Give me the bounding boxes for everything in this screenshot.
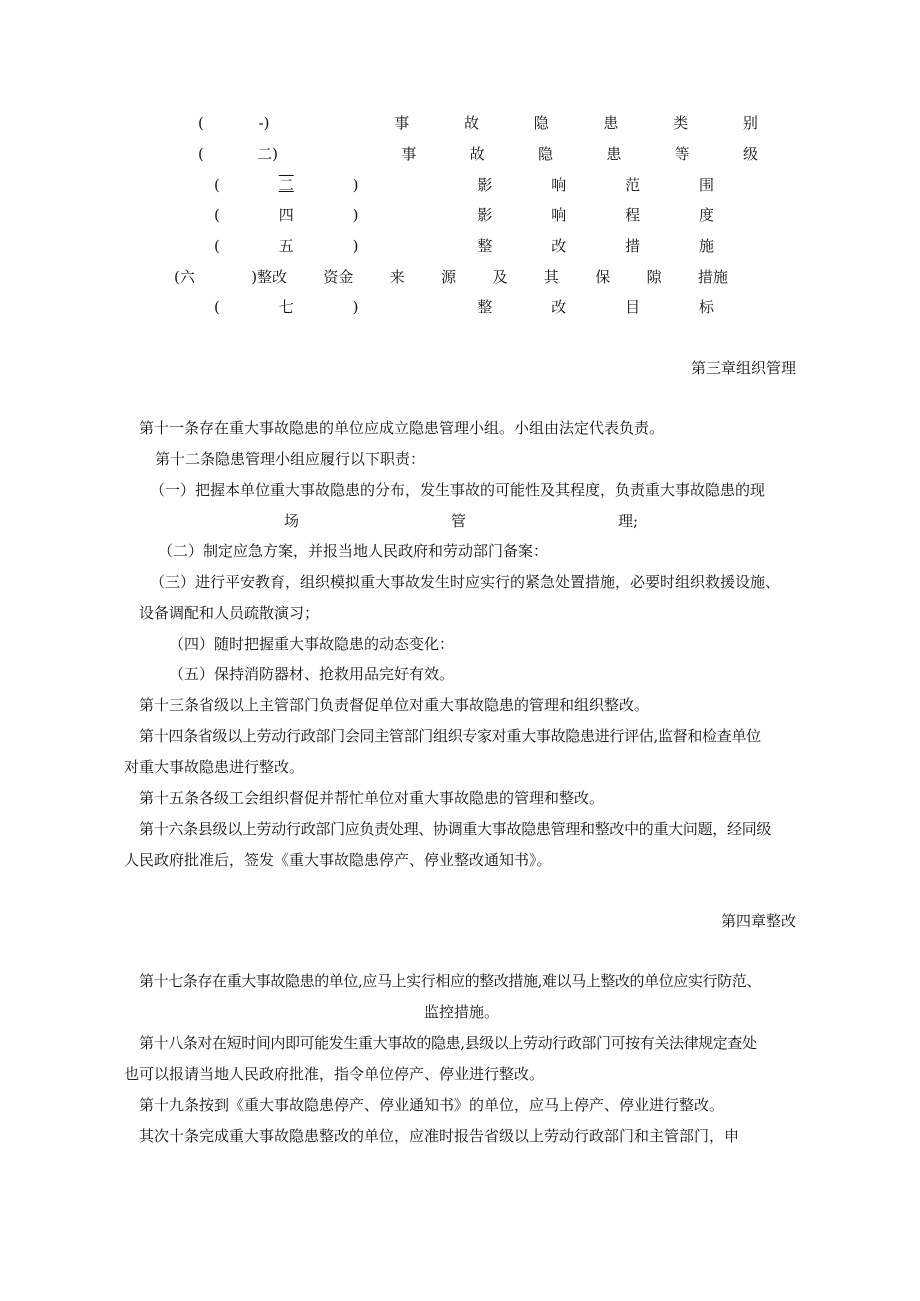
list-item-text: 患 (603, 114, 619, 132)
list-item-text: 整 (477, 298, 493, 316)
list-item-text: 隐 (538, 145, 554, 163)
duty-text: 理; (617, 512, 638, 530)
list-item-text: 目 (625, 298, 641, 316)
chapter-4-title: 第四章整改 (720, 912, 796, 930)
article-11: 第十一条存在重大事故隐患的单位应成立隐患管理小组。小组由法定代表负责。 (139, 419, 665, 437)
list-item-text: 范 (625, 176, 641, 194)
list-item-1 (198, 113, 758, 133)
list-item-text: 隐 (533, 114, 549, 132)
list-item-text: ) (352, 176, 359, 194)
list-item-text: 影 (477, 176, 493, 194)
duty-5: （五）保持消防器材、抢救用品完好有效。 (169, 665, 455, 683)
list-item-text: 五 (278, 237, 294, 255)
list-item-text: 响 (551, 176, 567, 194)
list-item-text: 改 (551, 237, 567, 255)
list-item-text: 源 (441, 268, 457, 286)
list-item-text: ( (214, 298, 220, 316)
article-19: 第十九条按到《重大事故隐患停产、停业通知书》的单位，应马上停产、停业进行整改。 (139, 1096, 725, 1114)
list-item-text: 影 (477, 206, 493, 224)
list-item-6 (174, 267, 728, 287)
list-item-text: 保 (595, 268, 611, 286)
list-item-text: 度 (698, 206, 714, 224)
list-item-text: 整 (477, 237, 493, 255)
article-14-continued: 对重大事故隐患进行整改。 (124, 758, 305, 776)
chapter-3-title: 第三章组织管理 (690, 359, 796, 377)
list-item-text: 故 (463, 114, 479, 132)
list-item-text: 隙 (646, 268, 662, 286)
list-item-text: 围 (698, 176, 714, 194)
list-item-text: 改 (551, 298, 567, 316)
list-item-text: 其 (543, 268, 559, 286)
list-item-text: 二) (257, 145, 279, 163)
list-item-text: ( (214, 206, 220, 224)
article-17: 第十七条存在重大事故隐患的单位,应马上实行相应的整改措施,难以马上整改的单位应实行防范、 (139, 972, 761, 990)
list-item-text: 四 (278, 206, 294, 224)
list-item-text: 资金 (323, 268, 354, 286)
list-item-text: 类 (673, 114, 689, 132)
duty-text: 场 (284, 512, 300, 530)
duty-2: （二）制定应急方案，并报当地人民政府和劳动部门备案： (158, 542, 549, 560)
article-16-continued: 人民政府批准后，签发《重大事故隐患停产、停业整改通知书》。 (124, 851, 552, 869)
list-item-text: 等 (674, 145, 690, 163)
article-18: 第十八条对在短时间内即可能发生重大事故的隐患,县级以上劳动行政部门可按有关法律规定查处 (139, 1034, 757, 1052)
duty-1-continued (284, 511, 638, 531)
list-item-text: 施 (698, 237, 714, 255)
list-item-text: (六 (174, 268, 195, 286)
article-16: 第十六条县级以上劳动行政部门应负责处理、协调重大事故隐患管理和整改中的重大问题，经同级 (139, 820, 772, 838)
list-item-2 (198, 144, 758, 164)
article-17-continued: 监控措施。 (424, 1003, 500, 1021)
list-item-text: 及 (492, 268, 508, 286)
list-item-7 (214, 297, 714, 317)
list-item-text: ( (198, 114, 204, 132)
list-item-text: 患 (606, 145, 622, 163)
list-item-text: )整改 (251, 268, 288, 286)
list-item-text: 二 (278, 176, 294, 194)
list-item-text: 级 (742, 145, 758, 163)
duty-4: （四）随时把握重大事故隐患的动态变化： (169, 635, 455, 653)
list-item-text: 七 (278, 298, 294, 316)
list-item-text: ( (214, 176, 220, 194)
list-item-text: ( (214, 237, 220, 255)
list-item-text: ) (352, 206, 359, 224)
list-item-text: 标 (698, 298, 714, 316)
list-item-4 (214, 205, 714, 225)
list-item-3 (214, 175, 714, 195)
duty-text: 管 (450, 512, 466, 530)
list-item-text: ( (198, 145, 204, 163)
list-item-text: 事 (401, 145, 417, 163)
list-item-text: 措 (625, 237, 641, 255)
duty-1: （一）把握本单位重大事故隐患的分布，发生事故的可能性及其程度，负责重大事故隐患的现 (150, 481, 766, 499)
list-item-text: 来 (389, 268, 405, 286)
list-item-text: ) (352, 237, 359, 255)
list-item-text: ) (352, 298, 359, 316)
duty-3: （三）进行平安教育，组织模拟重大事故发生时应实行的紧急处置措施，必要时组织救援设施、 (150, 573, 781, 591)
article-14: 第十四条省级以上劳动行政部门会同主管部门组织专家对重大事故隐患进行评估,监督和检查单位 (139, 727, 761, 745)
list-item-text: -) (258, 114, 270, 132)
duty-3-continued: 设备调配和人员疏散演习； (139, 604, 320, 622)
list-item-5 (214, 236, 714, 256)
list-item-text: 响 (551, 206, 567, 224)
list-item-text: 事 (394, 114, 410, 132)
list-item-text: 措施 (697, 268, 728, 286)
article-15: 第十五条各级工会组织督促并帮忙单位对重大事故隐患的管理和整改。 (139, 789, 605, 807)
list-item-text: 故 (469, 145, 485, 163)
article-18-continued: 也可以报请当地人民政府批准，指令单位停产、停业进行整改。 (124, 1065, 545, 1083)
list-item-text: 程 (625, 206, 641, 224)
list-item-text: 别 (742, 114, 758, 132)
article-13: 第十三条省级以上主管部门负责督促单位对重大事故隐患的管理和组织整改。 (139, 696, 650, 714)
article-12: 第十二条隐患管理小组应履行以下职责： (155, 450, 426, 468)
article-20: 其次十条完成重大事故隐患整改的单位，应准时报告省级以上劳动行政部门和主管部门，申 (139, 1127, 740, 1145)
